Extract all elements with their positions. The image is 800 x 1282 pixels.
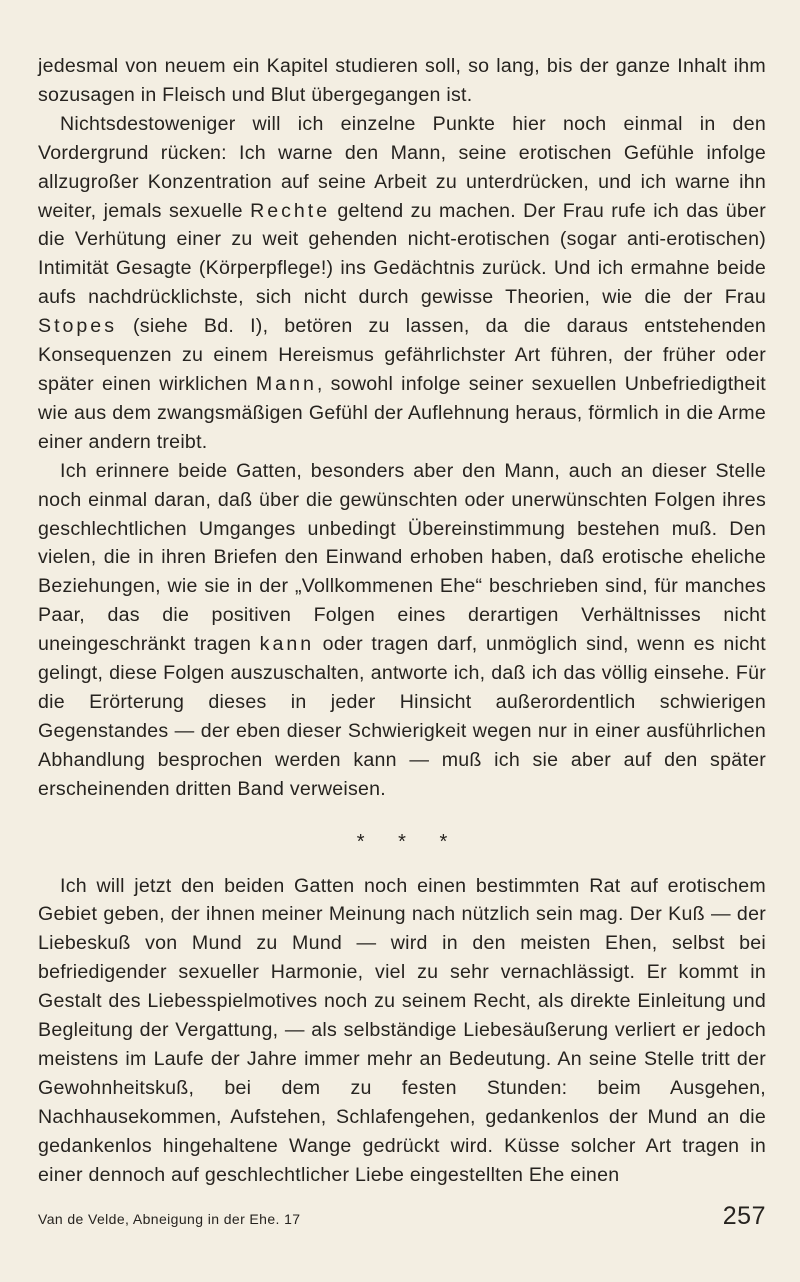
text-run: oder tragen darf, unmöglich sind, wenn es nicht gelingt, diese Folgen auszuschalten, antworte ich, daß ich das völlig einsehe. Für die Erörterung dieses in jeder Hinsicht außerordentlich schwierigen Gegenstandes — der eben dieser Schwierigkeit wegen nur in einer ausführlichen Abhandlung besprochen werden kann — muß ich sie aber auf den später erscheinenden dritten Band verweisen. xyxy=(38,633,766,800)
page-body xyxy=(38,52,766,1190)
paragraph-continuation: jedesmal von neuem ein Kapitel studieren soll, so lang, bis der ganze Inhalt ihm sozusagen in Fleisch und Blut übergegangen ist. xyxy=(38,55,766,106)
spaced-emphasis: kann xyxy=(259,633,315,656)
page-footer xyxy=(38,1201,766,1231)
section-divider-stars: * * * xyxy=(356,830,448,853)
paragraph-consequences xyxy=(38,457,766,804)
text-run: , sowohl infolge seiner sexuellen Unbefriedigtheit wie aus dem zwangsmäßigen Gefühl der Auflehnung heraus, förmlich in die Arme einer andern treibt. xyxy=(38,372,766,453)
signature-line: Van de Velde, Abneigung in der Ehe. 17 xyxy=(38,1211,301,1227)
page-number: 257 xyxy=(722,1202,766,1230)
text-run: Ich erinnere beide Gatten, besonders aber den Mann, auch an dieser Stelle noch einmal daran, daß über die gewünschten oder unerwünschten Folgen ihres geschlechtlichen Umganges unbedingt Übereinstimmung bestehen muß. Den vielen, die in ihren Briefen den Einwand erhoben haben, daß erotische eheliche Beziehungen, wie sie in der „Vollkommenen Ehe“ beschrieben sind, für manches Paar, das die positiven Folgen eines derartigen Verhältnisses nicht uneingeschränkt tragen xyxy=(38,459,766,656)
paragraph-warnings xyxy=(38,110,766,457)
spaced-emphasis: Mann xyxy=(255,372,317,395)
text-run: Nichtsdestoweniger will ich einzelne Punkte hier noch einmal in den Vordergrund rücken: Ich warne den Mann, seine erotischen Gefühle infolge allzugroßer Konzentration auf seine Arbeit zu unterdrücken, und ich warne ihn weiter, jemals sexuelle xyxy=(38,112,766,222)
spaced-emphasis: Rechte xyxy=(250,199,331,222)
text-run: geltend zu machen. Der Frau rufe ich das über die Verhütung einer zu weit gehenden nicht-erotischen (sogar anti-erotischen) Intimität Gesagte (Körperpflege!) ins Gedächtnis zurück. Und ich ermahne beide aufs nachdrücklichste, sich nicht durch gewisse Theorien, wie die der Frau xyxy=(38,199,767,309)
spaced-emphasis: Stopes xyxy=(38,315,118,338)
paragraph-kiss: Ich will jetzt den beiden Gatten noch einen bestimmten Rat auf erotischem Gebiet geben, der ihnen meiner Meinung nach nützlich sein mag. Der Kuß — der Liebeskuß von Mund zu Mund — wird in den meisten Ehen, selbst bei befriedigender sexueller Harmonie, viel zu sehr vernachlässigt. Er kommt in Gestalt des Liebesspielmotives noch zu seinem Recht, als direkte Einleitung und Begleitung der Vergattung, — als selbständige Liebesäußerung verliert er jedoch meistens im Laufe der Jahre immer mehr an Bedeutung. An seine Stelle tritt der Gewohnheitskuß, bei dem zu festen Stunden: beim Ausgehen, Nachhausekommen, Aufstehen, Schlafengehen, gedankenlos der Mund an die gedankenlos hingehaltene Wange gedrückt wird. Küsse solcher Art tragen in einer dennoch auf geschlechtlicher Liebe eingestellten Ehe einen xyxy=(38,874,766,1186)
text-run: (siehe Bd. I), betören zu lassen, da die daraus entstehenden Konsequenzen zu einem Hereismus gefährlichster Art führen, der früher oder später einen wirklichen xyxy=(38,315,766,395)
